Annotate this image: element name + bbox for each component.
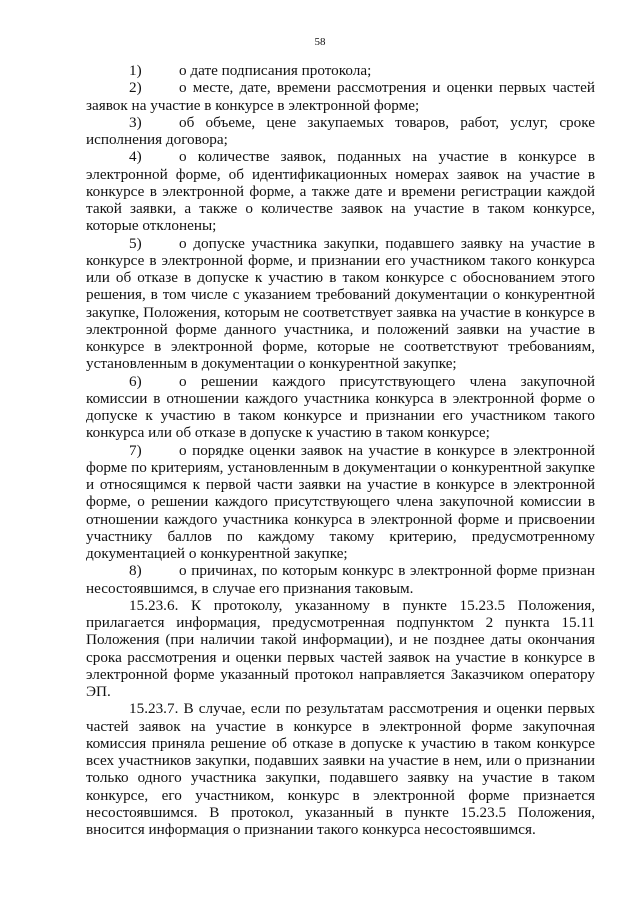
list-item-number: 1) <box>129 62 142 79</box>
list-item-text: о решении каждого присутствующего члена закупочной комиссии в отношении каждого участника конкурса в электронной форме о допуске к участию в таком конкурсе и признании его участником такого конкурса или об отказе в допуске к участию в таком конкурсе; <box>86 372 595 442</box>
list-item-number: 4) <box>129 148 142 166</box>
list-item-number: 7) <box>129 441 142 459</box>
paragraph-15-23-7: 15.23.7. В случае, если по результатам рассмотрения и оценки первых частей заявок на участие в конкурсе в электронной форме закупочная комиссия приняла решение об отказе в допуске к участию в таком конкурсе всех участников закупки, подавших заявки на участие в нем, или о признании только одного участника закупки, подавшего заявку на участие в таком конкурсе, его участником, конкурс в электронной форме признается несостоявшимся. В протокол, указанный в пункте 15.23.5 Положения, вносится информация о признании такого конкурса несостоявшимся. <box>86 700 595 838</box>
document-body <box>86 62 595 838</box>
list-item-3 <box>86 114 595 149</box>
list-item-text: о порядке оценки заявок на участие в конкурсе в электронной форме по критериям, установленным в документации о конкурентной закупке и относящимся к первой части заявки на участие в конкурсе в электронной форме, о решении каждого присутствующего члена закупочной комиссии в отношении каждого участника конкурса в электронной форме и присвоении участнику баллов по каждому такому критерию, предусмотренному документацией о конкурентной закупке; <box>86 441 595 562</box>
list-item-number: 8) <box>129 562 142 580</box>
list-item-number: 6) <box>129 372 142 390</box>
list-item-6 <box>86 373 595 442</box>
list-item-5 <box>86 235 595 373</box>
list-item-text: о количестве заявок, поданных на участие в конкурсе в электронной форме, об идентификационных номерах заявок на участие в конкурсе в электронной форме, а также дате и времени регистрации каждой такой заявки, а также о количестве заявок на участие в таком конкурсе, которые отклонены; <box>86 148 595 235</box>
list-item-text: о месте, дате, времени рассмотрения и оценки первых частей заявок на участие в конкурсе в электронной форме; <box>86 79 595 114</box>
page-number: 58 <box>314 36 326 48</box>
list-item-text: о допуске участника закупки, подавшего заявку на участие в конкурсе в электронной форме, и признании его участником такого конкурса или об отказе в допуске к участию в таком конкурсе с обоснованием этого решения, в том числе с указанием требований документации о конкурентной закупке, Положения, которым не соответствует заявка на участие в конкурсе в электронной форме данного участника, и положений заявки на участие в конкурсе в электронной форме, которые не соответствуют требованиям, установленным в документации о конкурентной закупке; <box>86 234 595 373</box>
list-item-text: о причинах, по которым конкурс в электронной форме признан несостоявшимся, в случае его признания таковым. <box>86 562 595 597</box>
list-item-2 <box>86 79 595 114</box>
list-item-number: 2) <box>129 79 142 97</box>
list-item-1 <box>86 62 595 79</box>
list-item-number: 3) <box>129 113 142 131</box>
list-item-7 <box>86 442 595 563</box>
paragraph-15-23-6: 15.23.6. К протоколу, указанному в пункте 15.23.5 Положения, прилагается информация, предусмотренная подпунктом 2 пункта 15.11 Положения (при наличии такой информации), и не позднее даты окончания срока рассмотрения и оценки первых частей заявок на участие в конкурсе в электронной форме указанный протокол направляется Заказчиком оператору ЭП. <box>86 596 595 700</box>
list-item-number: 5) <box>129 234 142 252</box>
list-item-text: об объеме, цене закупаемых товаров, работ, услуг, сроке исполнения договора; <box>86 113 595 148</box>
list-item-8 <box>86 562 595 597</box>
list-item-4 <box>86 148 595 234</box>
list-item-text: о дате подписания протокола; <box>179 62 372 79</box>
